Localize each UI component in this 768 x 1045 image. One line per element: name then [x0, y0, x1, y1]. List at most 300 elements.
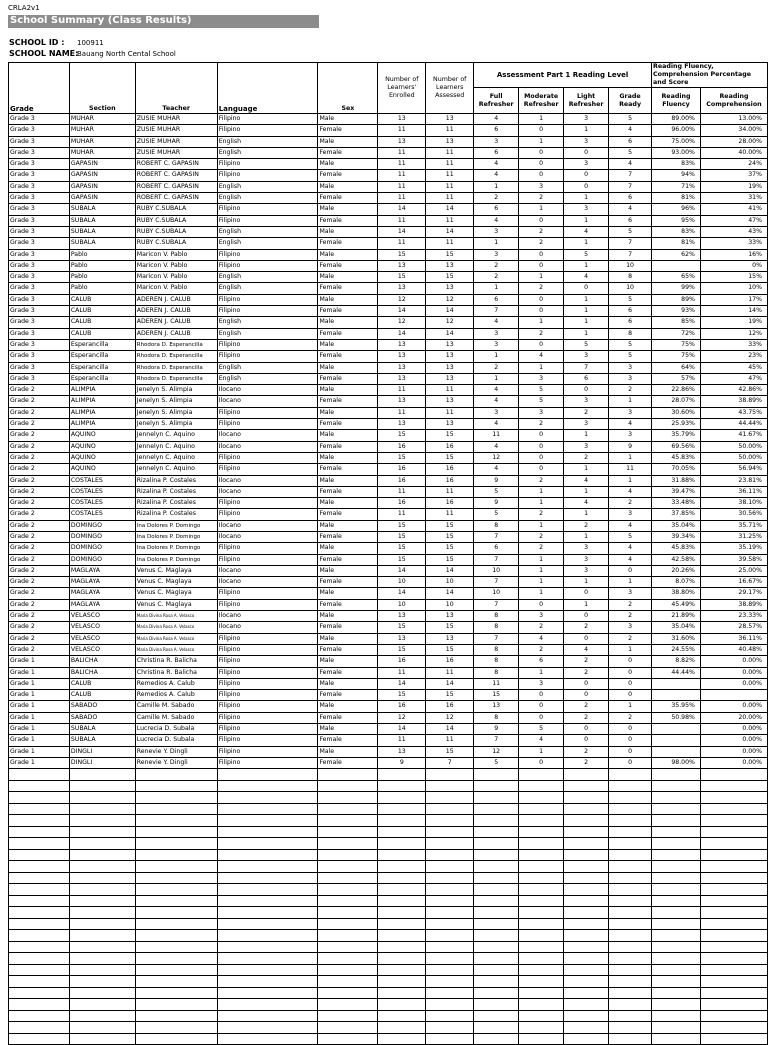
cell-reading-comprehension: 0.00% [700, 667, 767, 678]
empty-row [9, 826, 768, 838]
table-row [9, 170, 768, 181]
cell-grade-ready: 5 [609, 226, 652, 237]
cell-grade-ready: 2 [609, 633, 652, 644]
cell-full-refresher: 3 [474, 249, 519, 260]
cell-assessed: 16 [426, 498, 474, 509]
empty-cell [609, 918, 652, 930]
empty-cell [9, 861, 70, 873]
cell-section: Esperancilla [69, 362, 135, 373]
cell-reading-comprehension: 0.00% [700, 757, 767, 768]
cell-sex: Female [318, 238, 378, 249]
cell-section: Pablo [69, 272, 135, 283]
cell-moderate-refresher: 1 [519, 565, 564, 576]
cell-grade: Grade 2 [9, 486, 70, 497]
cell-moderate-refresher: 0 [519, 147, 564, 158]
cell-grade: Grade 2 [9, 430, 70, 441]
cell-reading-comprehension: 0% [700, 260, 767, 271]
empty-cell [564, 1033, 609, 1045]
cell-language: Filipino [217, 656, 318, 667]
cell-grade: Grade 2 [9, 577, 70, 588]
empty-cell [652, 895, 701, 907]
cell-teacher: ADEREN J. CALUB [135, 306, 217, 317]
cell-light-refresher: 2 [564, 712, 609, 723]
cell-reading-fluency: 30.60% [652, 407, 701, 418]
cell-grade-ready: 10 [609, 283, 652, 294]
empty-cell [318, 907, 378, 919]
empty-cell [609, 803, 652, 815]
empty-cell [135, 1022, 217, 1034]
cell-language: Ilocano [217, 486, 318, 497]
cell-reading-comprehension: 28.57% [700, 622, 767, 633]
cell-reading-comprehension: 13.00% [700, 114, 767, 125]
cell-enrolled: 15 [378, 644, 426, 655]
cell-light-refresher: 1 [564, 486, 609, 497]
cell-teacher: ZUSIE MUHAR [135, 125, 217, 136]
cell-light-refresher: 0 [564, 690, 609, 701]
empty-cell [135, 803, 217, 815]
cell-full-refresher: 1 [474, 373, 519, 384]
cell-moderate-refresher: 0 [519, 712, 564, 723]
cell-reading-fluency [652, 260, 701, 271]
empty-cell [135, 930, 217, 942]
cell-full-refresher: 8 [474, 656, 519, 667]
empty-cell [609, 1010, 652, 1022]
cell-light-refresher: 1 [564, 599, 609, 610]
empty-cell [9, 953, 70, 965]
empty-cell [652, 999, 701, 1011]
cell-section: Esperancilla [69, 373, 135, 384]
cell-moderate-refresher: 2 [519, 419, 564, 430]
cell-reading-fluency [652, 678, 701, 689]
cell-section: Pablo [69, 283, 135, 294]
cell-enrolled: 11 [378, 170, 426, 181]
cell-language: Ilocano [217, 441, 318, 452]
cell-assessed: 13 [426, 339, 474, 350]
cell-reading-comprehension: 38.89% [700, 599, 767, 610]
cell-assessed: 15 [426, 746, 474, 757]
cell-enrolled: 16 [378, 464, 426, 475]
cell-grade-ready: 0 [609, 565, 652, 576]
empty-cell [609, 1033, 652, 1045]
cell-full-refresher: 4 [474, 385, 519, 396]
cell-enrolled: 11 [378, 385, 426, 396]
cell-language: Ilocano [217, 396, 318, 407]
empty-cell [318, 941, 378, 953]
cell-reading-comprehension: 41.67% [700, 430, 767, 441]
empty-cell [378, 953, 426, 965]
cell-grade: Grade 2 [9, 543, 70, 554]
empty-cell [378, 769, 426, 781]
cell-reading-comprehension: 0.00% [700, 656, 767, 667]
cell-enrolled: 13 [378, 373, 426, 384]
cell-section: SUBALA [69, 724, 135, 735]
empty-cell [318, 861, 378, 873]
empty-cell [700, 953, 767, 965]
cell-full-refresher: 5 [474, 757, 519, 768]
cell-reading-fluency: 96% [652, 204, 701, 215]
cell-sex: Male [318, 181, 378, 192]
cell-language: Filipino [217, 724, 318, 735]
empty-cell [318, 780, 378, 792]
cell-grade: Grade 2 [9, 554, 70, 565]
empty-cell [217, 987, 318, 999]
cell-enrolled: 11 [378, 735, 426, 746]
empty-cell [9, 976, 70, 988]
empty-cell [135, 964, 217, 976]
cell-light-refresher: 0 [564, 735, 609, 746]
empty-cell [700, 976, 767, 988]
cell-moderate-refresher: 2 [519, 226, 564, 237]
cell-sex: Female [318, 351, 378, 362]
cell-section: CALUB [69, 306, 135, 317]
cell-enrolled: 14 [378, 328, 426, 339]
cell-reading-comprehension: 38.89% [700, 396, 767, 407]
cell-language: English [217, 238, 318, 249]
cell-language: English [217, 226, 318, 237]
cell-reading-comprehension: 37% [700, 170, 767, 181]
cell-assessed: 13 [426, 136, 474, 147]
cell-teacher: RUBY C.SUBALA [135, 238, 217, 249]
empty-row [9, 907, 768, 919]
cell-enrolled: 14 [378, 724, 426, 735]
cell-sex: Male [318, 565, 378, 576]
cell-assessed: 11 [426, 170, 474, 181]
cell-language: Filipino [217, 712, 318, 723]
cell-grade: Grade 3 [9, 204, 70, 215]
cell-teacher: Rizalina P. Costales [135, 475, 217, 486]
cell-light-refresher: 0 [564, 588, 609, 599]
cell-full-refresher: 2 [474, 193, 519, 204]
cell-language: Filipino [217, 644, 318, 655]
cell-language: Filipino [217, 543, 318, 554]
empty-cell [135, 941, 217, 953]
cell-teacher: Ina Dolores P. Domingo [135, 531, 217, 542]
cell-assessed: 16 [426, 464, 474, 475]
empty-cell [69, 884, 135, 896]
empty-cell [652, 884, 701, 896]
empty-cell [426, 826, 474, 838]
table-row [9, 577, 768, 588]
empty-cell [426, 976, 474, 988]
empty-cell [609, 999, 652, 1011]
table-row [9, 724, 768, 735]
table-row [9, 362, 768, 373]
cell-section: CALUB [69, 328, 135, 339]
cell-enrolled: 15 [378, 520, 426, 531]
cell-section: DOMINGO [69, 543, 135, 554]
cell-full-refresher: 8 [474, 622, 519, 633]
cell-reading-comprehension: 44.44% [700, 419, 767, 430]
col-group-fluency: Reading Fluency, Comprehension Percentage and Score [652, 63, 768, 88]
empty-cell [378, 964, 426, 976]
table-row [9, 678, 768, 689]
cell-teacher: Christina R. Balicha [135, 656, 217, 667]
empty-row [9, 792, 768, 804]
cell-full-refresher: 9 [474, 724, 519, 735]
cell-grade-ready: 6 [609, 317, 652, 328]
cell-grade-ready: 6 [609, 193, 652, 204]
empty-cell [9, 999, 70, 1011]
cell-language: Filipino [217, 419, 318, 430]
empty-cell [69, 1010, 135, 1022]
empty-cell [378, 872, 426, 884]
empty-cell [378, 849, 426, 861]
cell-enrolled: 15 [378, 554, 426, 565]
cell-sex: Female [318, 486, 378, 497]
cell-reading-comprehension: 19% [700, 317, 767, 328]
cell-moderate-refresher: 1 [519, 362, 564, 373]
cell-assessed: 16 [426, 441, 474, 452]
cell-reading-fluency: 28.07% [652, 396, 701, 407]
empty-cell [9, 815, 70, 827]
cell-full-refresher: 7 [474, 633, 519, 644]
table-row [9, 543, 768, 554]
empty-cell [609, 941, 652, 953]
empty-cell [519, 930, 564, 942]
cell-sex: Male [318, 498, 378, 509]
empty-cell [378, 1022, 426, 1034]
table-row [9, 565, 768, 576]
cell-sex: Female [318, 283, 378, 294]
cell-enrolled: 11 [378, 215, 426, 226]
cell-grade-ready: 1 [609, 701, 652, 712]
empty-cell [474, 849, 519, 861]
cell-moderate-refresher: 3 [519, 678, 564, 689]
cell-assessed: 15 [426, 543, 474, 554]
cell-enrolled: 10 [378, 599, 426, 610]
empty-cell [69, 780, 135, 792]
empty-cell [135, 872, 217, 884]
cell-language: Filipino [217, 498, 318, 509]
cell-teacher: RUBY C.SUBALA [135, 204, 217, 215]
empty-cell [9, 1022, 70, 1034]
cell-assessed: 14 [426, 565, 474, 576]
empty-cell [135, 861, 217, 873]
empty-cell [318, 999, 378, 1011]
table-row [9, 351, 768, 362]
cell-grade-ready: 0 [609, 690, 652, 701]
cell-reading-comprehension: 0.00% [700, 724, 767, 735]
empty-cell [217, 1033, 318, 1045]
cell-grade: Grade 3 [9, 125, 70, 136]
cell-reading-fluency: 89% [652, 294, 701, 305]
cell-reading-comprehension: 29.17% [700, 588, 767, 599]
cell-reading-fluency: 89.00% [652, 114, 701, 125]
cell-sex: Female [318, 667, 378, 678]
cell-section: GAPASIN [69, 193, 135, 204]
cell-light-refresher: 1 [564, 328, 609, 339]
empty-cell [217, 849, 318, 861]
cell-light-refresher: 2 [564, 746, 609, 757]
empty-cell [609, 953, 652, 965]
empty-cell [609, 884, 652, 896]
table-row [9, 531, 768, 542]
cell-enrolled: 12 [378, 712, 426, 723]
empty-cell [217, 1022, 318, 1034]
empty-cell [426, 769, 474, 781]
cell-full-refresher: 2 [474, 272, 519, 283]
cell-sex: Female [318, 509, 378, 520]
table-row [9, 554, 768, 565]
cell-reading-comprehension: 50.00% [700, 441, 767, 452]
col-language: Language [217, 63, 318, 114]
cell-sex: Female [318, 419, 378, 430]
cell-section: SUBALA [69, 238, 135, 249]
cell-light-refresher: 1 [564, 306, 609, 317]
cell-assessed: 16 [426, 701, 474, 712]
cell-grade: Grade 2 [9, 419, 70, 430]
cell-moderate-refresher: 5 [519, 396, 564, 407]
empty-cell [700, 999, 767, 1011]
cell-moderate-refresher: 1 [519, 577, 564, 588]
empty-cell [609, 895, 652, 907]
empty-cell [609, 976, 652, 988]
cell-assessed: 14 [426, 328, 474, 339]
cell-light-refresher: 3 [564, 351, 609, 362]
cell-teacher: Venus C. Maglaya [135, 565, 217, 576]
empty-cell [426, 884, 474, 896]
empty-cell [217, 964, 318, 976]
cell-light-refresher: 0 [564, 724, 609, 735]
cell-grade-ready: 7 [609, 181, 652, 192]
empty-row [9, 1022, 768, 1034]
cell-section: BALICHA [69, 656, 135, 667]
col-group-assessment: Assessment Part 1 Reading Level [474, 63, 652, 88]
cell-grade: Grade 1 [9, 746, 70, 757]
empty-cell [652, 953, 701, 965]
empty-cell [9, 780, 70, 792]
cell-assessed: 12 [426, 712, 474, 723]
cell-reading-comprehension: 0.00% [700, 746, 767, 757]
cell-teacher: ROBERT C. GAPASIN [135, 193, 217, 204]
table-row [9, 373, 768, 384]
empty-cell [609, 907, 652, 919]
cell-light-refresher: 3 [564, 419, 609, 430]
cell-grade-ready: 3 [609, 588, 652, 599]
empty-cell [564, 999, 609, 1011]
cell-enrolled: 10 [378, 577, 426, 588]
cell-grade: Grade 3 [9, 260, 70, 271]
cell-reading-fluency: 31.60% [652, 633, 701, 644]
empty-cell [318, 884, 378, 896]
cell-reading-comprehension: 36.11% [700, 486, 767, 497]
empty-cell [609, 964, 652, 976]
cell-grade: Grade 1 [9, 701, 70, 712]
cell-section: SUBALA [69, 204, 135, 215]
empty-cell [378, 826, 426, 838]
empty-cell [700, 884, 767, 896]
cell-language: Filipino [217, 407, 318, 418]
cell-sex: Male [318, 633, 378, 644]
cell-sex: Female [318, 125, 378, 136]
empty-row [9, 976, 768, 988]
cell-language: English [217, 362, 318, 373]
empty-cell [217, 884, 318, 896]
cell-moderate-refresher: 0 [519, 170, 564, 181]
cell-moderate-refresher: 5 [519, 724, 564, 735]
cell-reading-comprehension: 45% [700, 362, 767, 373]
empty-cell [474, 964, 519, 976]
cell-assessed: 10 [426, 599, 474, 610]
cell-full-refresher: 6 [474, 294, 519, 305]
cell-section: GAPASIN [69, 170, 135, 181]
cell-teacher: Jennelyn C. Aquino [135, 441, 217, 452]
cell-sex: Male [318, 159, 378, 170]
cell-reading-fluency [652, 724, 701, 735]
empty-cell [519, 941, 564, 953]
cell-language: Filipino [217, 464, 318, 475]
empty-cell [318, 838, 378, 850]
cell-light-refresher: 1 [564, 317, 609, 328]
cell-enrolled: 11 [378, 147, 426, 158]
cell-light-refresher: 1 [564, 531, 609, 542]
cell-section: GAPASIN [69, 181, 135, 192]
cell-enrolled: 13 [378, 419, 426, 430]
empty-cell [69, 976, 135, 988]
cell-reading-fluency: 50.98% [652, 712, 701, 723]
empty-cell [519, 976, 564, 988]
cell-language: Filipino [217, 667, 318, 678]
empty-cell [474, 895, 519, 907]
empty-row [9, 769, 768, 781]
empty-cell [519, 953, 564, 965]
cell-moderate-refresher: 3 [519, 181, 564, 192]
empty-cell [474, 780, 519, 792]
cell-full-refresher: 4 [474, 215, 519, 226]
cell-full-refresher: 8 [474, 667, 519, 678]
empty-cell [426, 792, 474, 804]
cell-enrolled: 13 [378, 114, 426, 125]
table-row [9, 385, 768, 396]
empty-cell [135, 953, 217, 965]
cell-reading-comprehension: 39.58% [700, 554, 767, 565]
cell-grade: Grade 3 [9, 351, 70, 362]
cell-grade-ready: 4 [609, 554, 652, 565]
cell-enrolled: 11 [378, 509, 426, 520]
empty-cell [519, 987, 564, 999]
empty-cell [69, 987, 135, 999]
empty-cell [474, 987, 519, 999]
empty-cell [564, 780, 609, 792]
empty-cell [69, 999, 135, 1011]
cell-full-refresher: 8 [474, 712, 519, 723]
empty-row [9, 849, 768, 861]
cell-reading-fluency: 22.86% [652, 385, 701, 396]
empty-row [9, 1010, 768, 1022]
cell-moderate-refresher: 3 [519, 407, 564, 418]
cell-section: CALUB [69, 317, 135, 328]
empty-cell [217, 1010, 318, 1022]
cell-enrolled: 15 [378, 430, 426, 441]
empty-cell [378, 907, 426, 919]
empty-cell [217, 826, 318, 838]
cell-section: Esperancilla [69, 339, 135, 350]
cell-grade-ready: 6 [609, 215, 652, 226]
cell-reading-comprehension: 50.00% [700, 452, 767, 463]
cell-enrolled: 14 [378, 678, 426, 689]
cell-grade-ready: 5 [609, 351, 652, 362]
empty-cell [426, 964, 474, 976]
table-row [9, 735, 768, 746]
empty-cell [217, 815, 318, 827]
cell-reading-fluency: 38.80% [652, 588, 701, 599]
cell-reading-comprehension: 19% [700, 181, 767, 192]
cell-grade-ready: 0 [609, 757, 652, 768]
empty-cell [378, 1033, 426, 1045]
cell-grade-ready: 4 [609, 159, 652, 170]
cell-grade-ready: 3 [609, 430, 652, 441]
cell-section: MAGLAYA [69, 588, 135, 599]
